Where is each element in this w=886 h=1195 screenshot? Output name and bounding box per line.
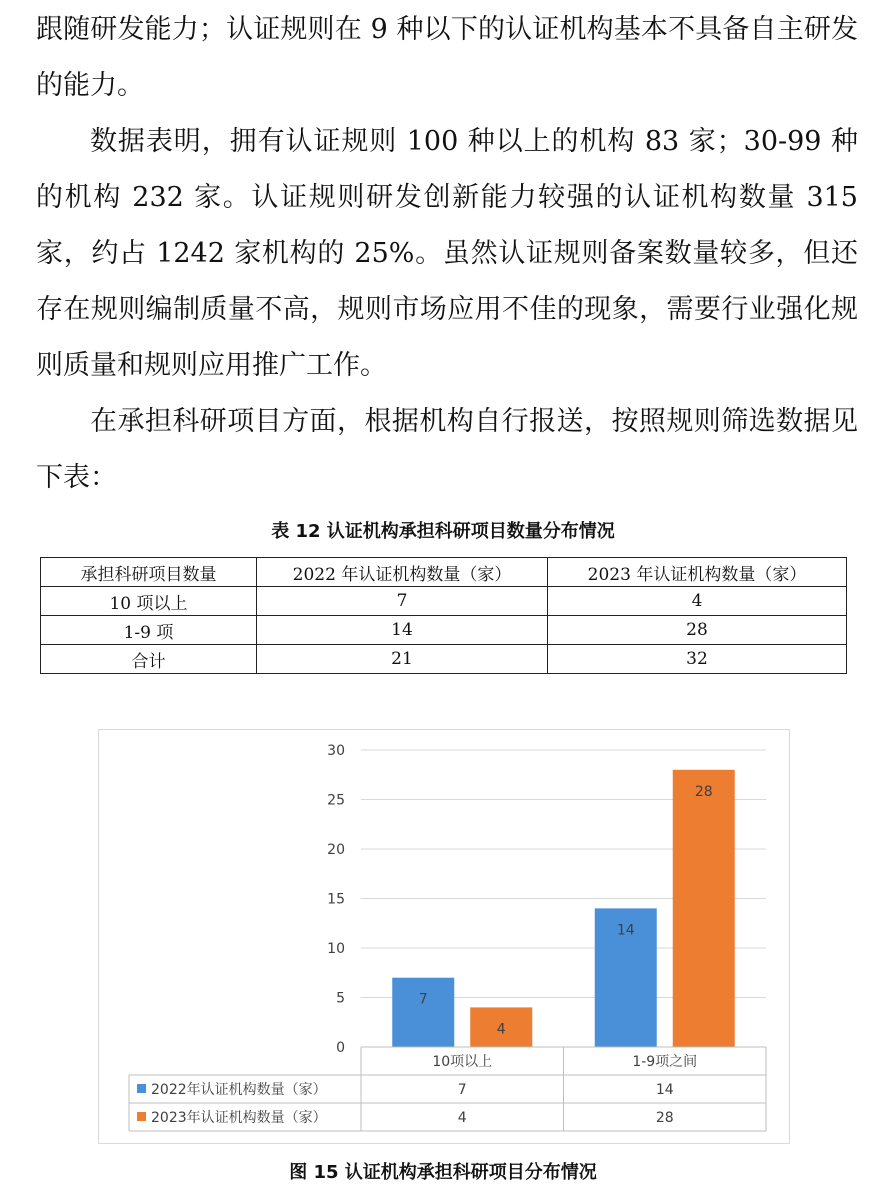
table-cell: 1-9 项 xyxy=(41,616,257,645)
legend-key xyxy=(137,1084,146,1093)
bar-data-label: 7 xyxy=(418,991,428,1008)
data-table-value: 28 xyxy=(655,1110,674,1126)
bar-chart-figure xyxy=(98,729,790,1144)
bar-data-label: 28 xyxy=(694,783,713,800)
bar-data-label: 4 xyxy=(496,1021,506,1038)
y-tick-label: 30 xyxy=(327,743,345,759)
table-header-cell: 2022 年认证机构数量（家） xyxy=(257,558,548,587)
table-cell: 32 xyxy=(548,645,847,674)
bar xyxy=(673,770,735,1047)
table-header-cell: 2023 年认证机构数量（家） xyxy=(548,558,847,587)
table-cell: 21 xyxy=(257,645,548,674)
x-category-label: 10项以上 xyxy=(432,1054,493,1070)
table-cell: 28 xyxy=(548,616,847,645)
bar-chart xyxy=(99,730,789,1143)
table-cell: 14 xyxy=(257,616,548,645)
y-tick-label: 10 xyxy=(327,941,345,957)
table-header-row xyxy=(41,558,847,587)
legend-key xyxy=(137,1112,146,1121)
table-row xyxy=(41,616,847,645)
distribution-table xyxy=(40,557,847,674)
table-cell: 4 xyxy=(548,587,847,616)
figure-caption: 图 15 认证机构承担科研项目分布情况 xyxy=(289,1162,597,1183)
y-tick-label: 25 xyxy=(327,792,345,809)
data-table-value: 4 xyxy=(457,1110,467,1126)
y-tick-label: 20 xyxy=(327,842,345,858)
paragraph-3: 在承担科研项目方面，根据机构自行报送，按照规则筛选数据见下表： xyxy=(36,406,858,493)
legend-label: 2022年认证机构数量（家） xyxy=(151,1082,327,1098)
table-row xyxy=(41,645,847,674)
x-category-label: 1-9项之间 xyxy=(632,1054,698,1070)
data-table-value: 7 xyxy=(457,1082,467,1098)
y-tick-label: 15 xyxy=(327,891,345,908)
paragraph-1: 跟随研发能力；认证规则在 9 种以下的认证机构基本不具备自主研发的能力。 xyxy=(36,14,858,101)
table-header-cell: 承担科研项目数量 xyxy=(41,558,257,587)
y-tick-label: 0 xyxy=(336,1040,345,1056)
legend-label: 2023年认证机构数量（家） xyxy=(151,1110,327,1126)
table-caption: 表 12 认证机构承担科研项目数量分布情况 xyxy=(271,521,615,542)
table-cell: 合计 xyxy=(41,645,257,674)
table-cell: 10 项以上 xyxy=(41,587,257,616)
y-tick-label: 5 xyxy=(336,990,345,1007)
bar xyxy=(392,978,454,1047)
bar-data-label: 14 xyxy=(616,922,635,939)
table-row xyxy=(41,587,847,616)
table-cell: 7 xyxy=(257,587,548,616)
paragraph-2: 数据表明，拥有认证规则 100 种以上的机构 83 家；30-99 种的机构 232 家。认证规则研发创新能力较强的认证机构数量 315 家，约占 1242 家机构的 25%。虽然认证规则备案数量较多，但还存在规则编制质量不高，规则市场应用不佳的现象，需要行业强化规则质量和规则应用推广工作。 xyxy=(36,126,858,381)
data-table-value: 14 xyxy=(655,1082,674,1098)
